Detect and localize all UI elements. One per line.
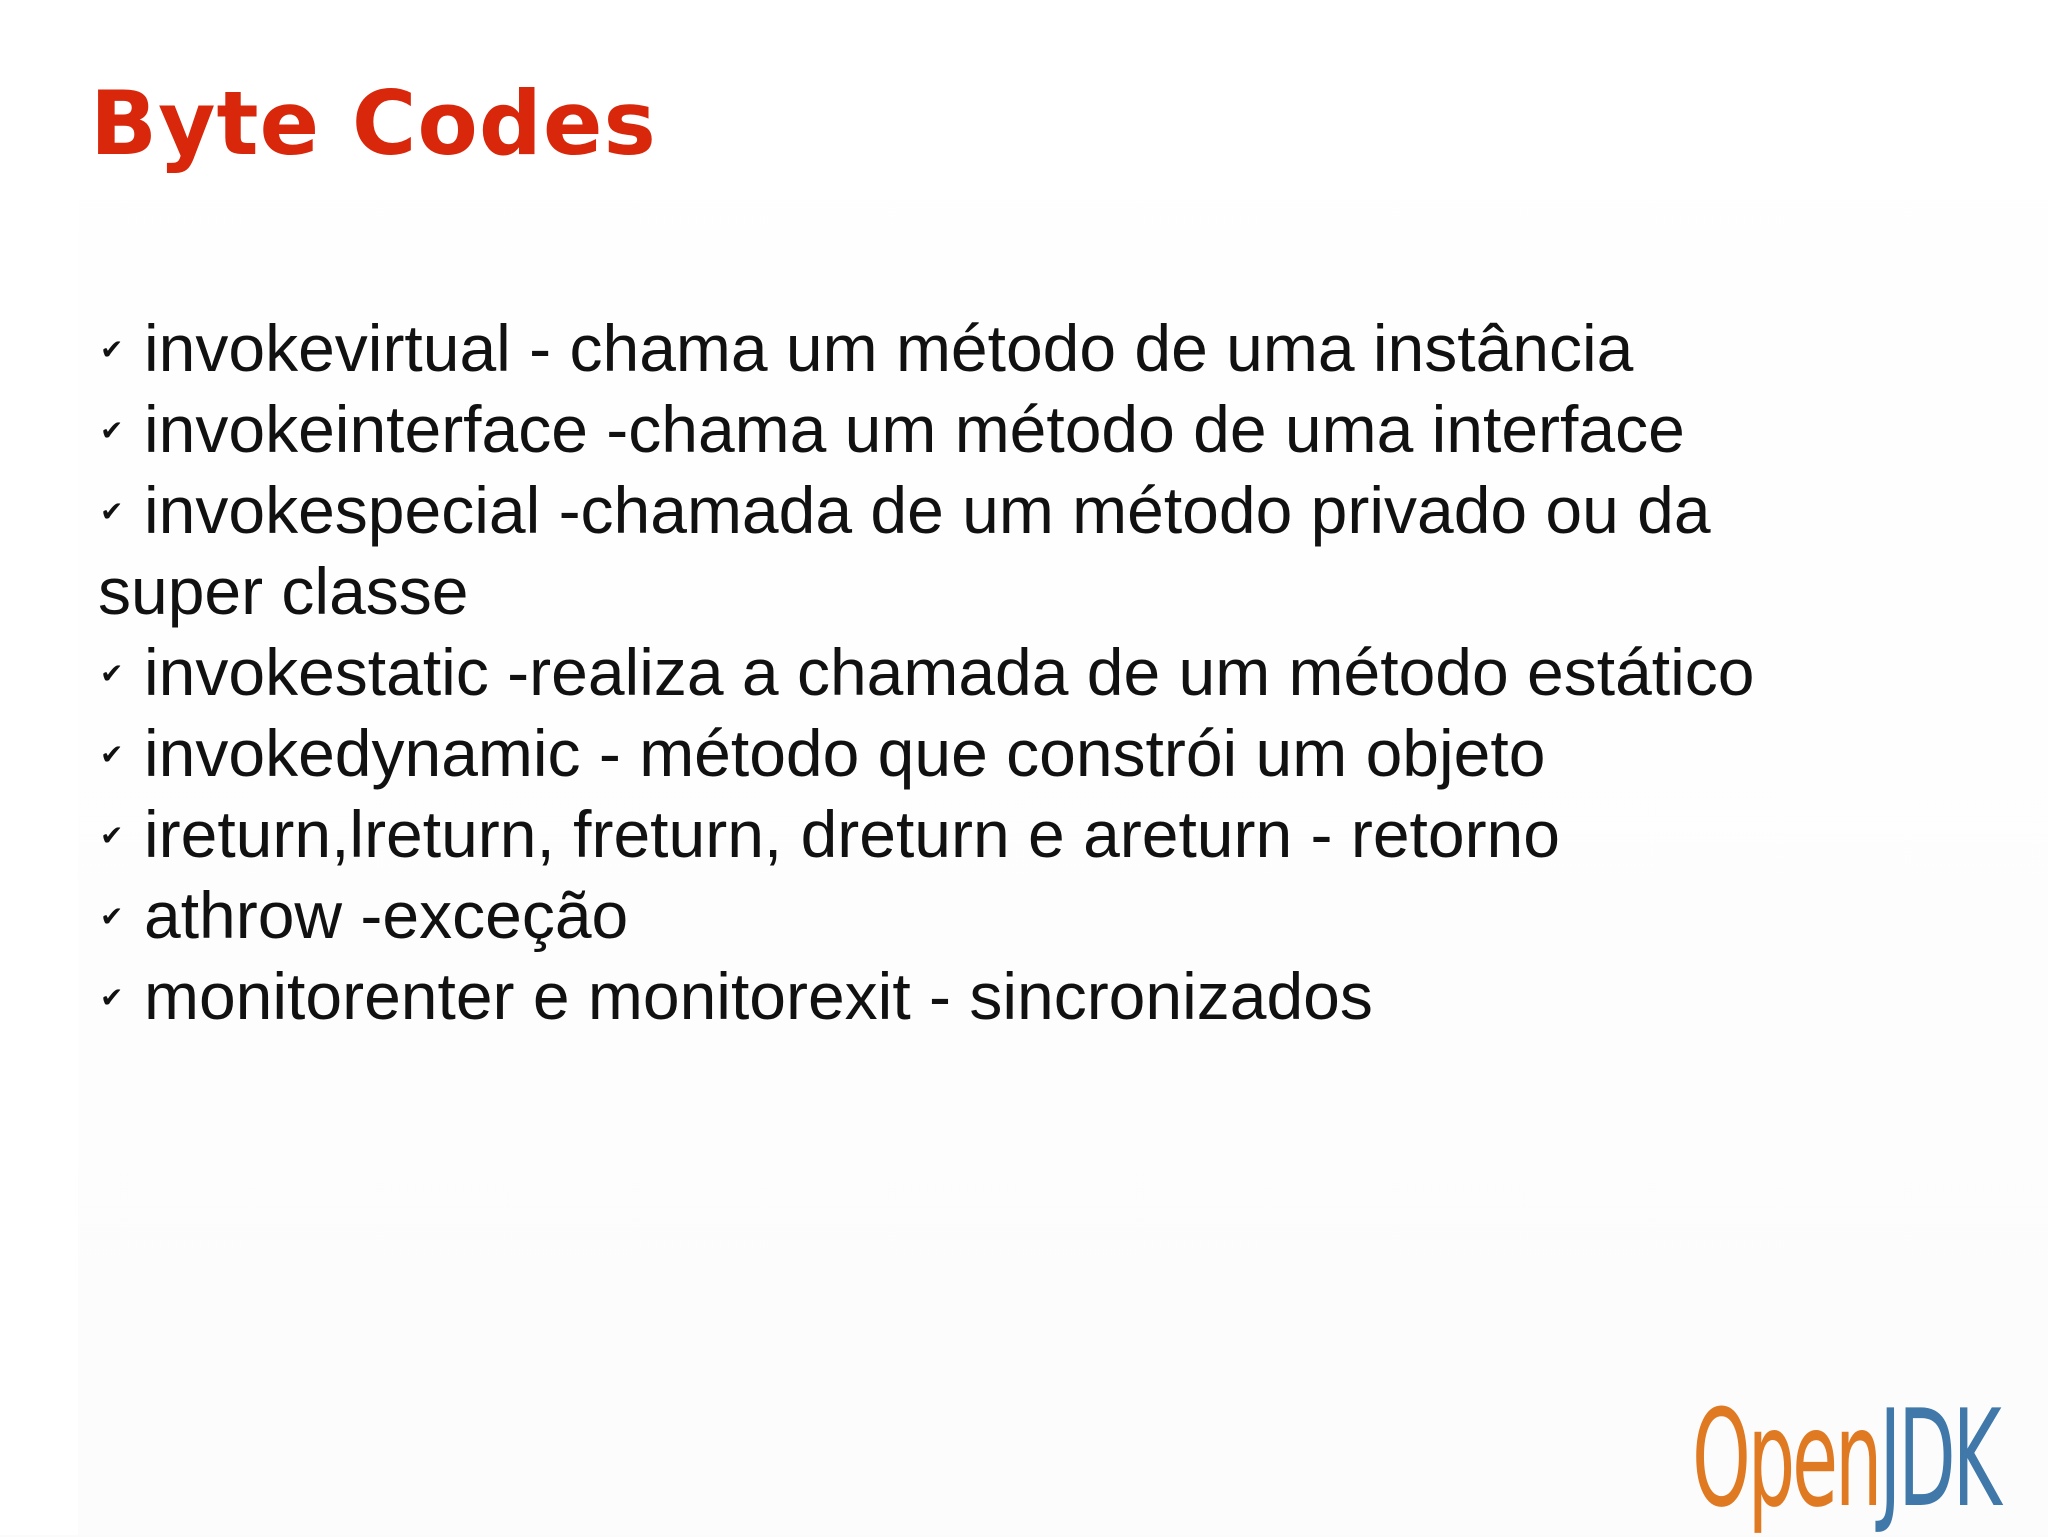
- check-icon: ✔: [100, 901, 124, 932]
- bullet-text: invokespecial -chamada de um método privado ou da: [144, 473, 1711, 547]
- list-item-return: [100, 794, 1960, 875]
- list-item-invokestatic: [100, 632, 1960, 713]
- openjdk-logo: [1692, 1381, 1999, 1537]
- bullet-text: invokevirtual - chama um método de uma instância: [144, 311, 1634, 385]
- bullet-text: invokedynamic - método que constrói um objeto: [144, 716, 1546, 790]
- check-icon: ✔: [100, 739, 124, 770]
- check-icon: ✔: [100, 658, 124, 689]
- list-item-athrow: [100, 875, 1960, 956]
- check-icon: ✔: [100, 982, 124, 1013]
- bullet-text: invokestatic -realiza a chamada de um método estático: [144, 635, 1755, 709]
- list-item-invokedynamic: [100, 713, 1960, 794]
- list-item-invokespecial: [100, 470, 1900, 632]
- bullet-text: invokeinterface -chama um método de uma interface: [144, 392, 1685, 466]
- check-icon: ✔: [100, 820, 124, 851]
- bullet-list: [100, 308, 1960, 1037]
- list-item-invokevirtual: [100, 308, 1960, 389]
- check-icon: ✔: [100, 334, 124, 365]
- slide-title: Byte Codes: [90, 72, 657, 175]
- list-item-monitor: [100, 956, 1960, 1037]
- check-icon: ✔: [100, 415, 124, 446]
- left-background: [0, 200, 78, 1535]
- bullet-text: monitorenter e monitorexit - sincronizados: [144, 959, 1373, 1033]
- list-item-invokeinterface: [100, 389, 1960, 470]
- bullet-continuation-text: super classe: [98, 554, 469, 628]
- bullet-text: ireturn,lreturn, freturn, dreturn e areturn - retorno: [144, 797, 1560, 871]
- openjdk-logo-jdk-text: JDK: [1879, 1381, 1999, 1537]
- bullet-text: athrow -exceção: [144, 878, 629, 952]
- check-icon: ✔: [100, 496, 124, 527]
- openjdk-logo-open-text: Open: [1692, 1381, 1880, 1537]
